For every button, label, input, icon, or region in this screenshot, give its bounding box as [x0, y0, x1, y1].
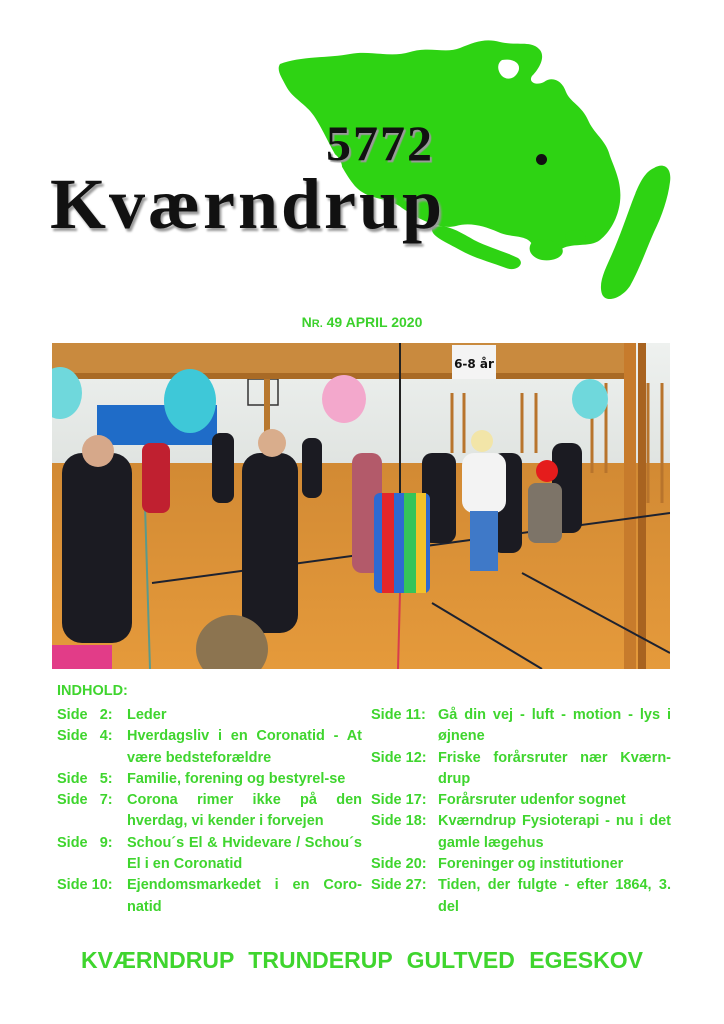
toc-page: Side 17:	[371, 792, 427, 809]
toc-page: Side 9:	[57, 834, 113, 851]
toc-title: Familie, forening og bestyrel-se	[127, 770, 346, 787]
toc-entry[interactable]	[57, 833, 362, 876]
toc-title: Corona rimer ikke på den hverdag, vi kender i forvejen	[127, 792, 362, 830]
toc-title: Leder	[127, 707, 167, 723]
issue-date: 49 APRIL 2020	[322, 314, 423, 330]
toc-page: Side 18:	[371, 813, 427, 830]
postal-code-title: 5772	[326, 115, 434, 171]
toc-title: Tiden, der fulgte - efter 1864, 3. del	[438, 877, 671, 915]
toc-right-column	[371, 705, 671, 918]
toc-page: Side 5:	[57, 770, 113, 787]
toc-title: Forårsruter udenfor sognet	[438, 792, 626, 809]
toc-page: Side 20:	[371, 856, 427, 873]
toc-heading: INDHOLD:	[57, 683, 128, 699]
toc-page: Side 4:	[57, 728, 113, 745]
toc-page: Side 11:	[371, 707, 426, 723]
town-location-dot-icon	[536, 154, 547, 165]
svg-text:6-8 år: 6-8 år	[454, 357, 494, 371]
toc-title: Ejendomsmarkedet i en Coro-natid	[127, 877, 362, 915]
toc-entry[interactable]	[57, 726, 362, 769]
toc-page: Side 7:	[57, 792, 113, 809]
toc-page: Side 10:	[57, 877, 113, 894]
cover-photo	[52, 343, 670, 669]
toc-entry[interactable]	[371, 748, 671, 791]
toc-title: Hverdagsliv i en Coronatid - At være bedsteforældre	[127, 728, 362, 766]
toc-title: Foreninger og institutioner	[438, 856, 624, 873]
toc-entry[interactable]	[371, 854, 671, 875]
toc-page: Side 12:	[371, 749, 427, 766]
issue-line	[0, 314, 724, 330]
toc-entry[interactable]	[371, 705, 671, 748]
toc-entry[interactable]	[57, 769, 362, 790]
toc-title: Gå din vej - luft - motion - lys i øjnene	[438, 707, 671, 745]
toc-left-column	[57, 705, 362, 918]
toc-title: Kværndrup Fysioterapi - nu i det gamle lægehus	[438, 813, 671, 851]
footer-areas: KVÆRNDRUP TRUNDERUP GULTVED EGESKOV	[80, 947, 643, 973]
toc-entry[interactable]	[371, 811, 671, 854]
toc-title: Schou´s El & Hvidevare / Schou´s El i en Coronatid	[127, 834, 362, 873]
issue-nr: NR.	[301, 314, 323, 330]
toc-page: Side 27:	[371, 877, 427, 894]
toc-entry[interactable]	[57, 790, 362, 833]
toc-entry[interactable]	[57, 705, 362, 726]
toc-entry[interactable]	[57, 875, 362, 918]
toc-entry[interactable]	[371, 875, 671, 918]
toc-page: Side 2:	[57, 707, 113, 723]
town-title: Kværndrup	[50, 164, 446, 244]
toc-title: Friske forårsruter nær Kværn-drup	[438, 749, 671, 787]
toc-entry[interactable]	[371, 790, 671, 811]
